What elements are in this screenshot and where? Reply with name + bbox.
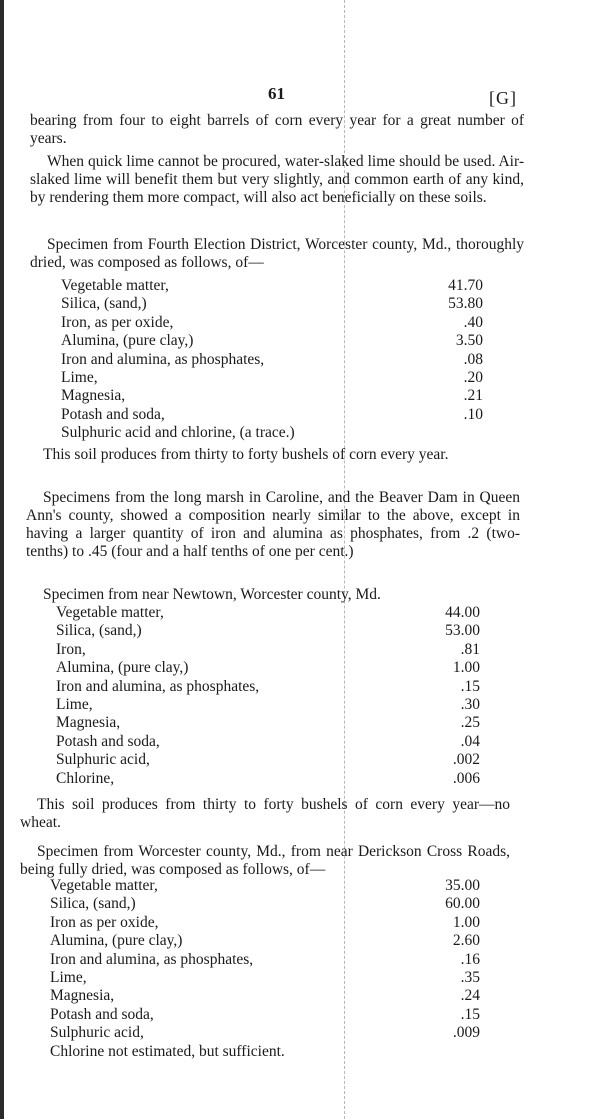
page-number: 61 <box>268 84 285 103</box>
table-row: Magnesia, .24 <box>50 987 480 1005</box>
table-row: Alumina, (pure clay,) 2.60 <box>50 932 480 950</box>
table-row: Sulphuric acid and chlorine, (a trace.) <box>61 424 295 442</box>
table-row: Lime, .30 <box>56 695 480 713</box>
table-row: Iron as per oxide, 1.00 <box>50 913 480 931</box>
table-row: Sulphuric acid, .002 <box>56 751 480 769</box>
table-row: Vegetable matter, 35.00 <box>50 877 480 894</box>
table-row: Potash and soda, .04 <box>56 732 480 750</box>
table-row: Potash and soda, .15 <box>50 1005 480 1023</box>
table-row: Iron and alumina, as phosphates, .16 <box>50 950 480 968</box>
table-row: Magnesia, .21 <box>61 387 483 405</box>
table-row: Chlorine not estimated, but sufficient. <box>50 1042 285 1060</box>
paragraph-derickson-intro: Specimen from Worcester county, Md., from near Derickson Cross Roads, being fully dried, was composed as follows, of— <box>20 843 510 878</box>
table-row: Iron, as per oxide, .40 <box>61 313 483 331</box>
table-row: Chlorine, .006 <box>56 769 480 787</box>
table-row: Vegetable matter, 44.00 <box>56 604 480 621</box>
table-row: Iron and alumina, as phosphates, .15 <box>56 677 480 695</box>
table-row: Sulphuric acid, .009 <box>50 1024 480 1042</box>
table-row: Iron and alumina, as phosphates, .08 <box>61 350 483 368</box>
table-row: Silica, (sand,) 53.00 <box>56 622 480 640</box>
paragraph-newtown-intro: Specimen from near Newtown, Worcester county, Md. <box>43 586 381 603</box>
table-row: Iron, .81 <box>56 640 480 658</box>
paragraph-continuation: bearing from four to eight barrels of corn every year for a great number of years. <box>30 112 524 147</box>
composition-table-derickson <box>50 877 490 1061</box>
signature-mark: [G] <box>489 88 517 108</box>
table-row: Silica, (sand,) 53.80 <box>61 295 483 313</box>
paragraph-yield-2: This soil produces from thirty to forty bushels of corn every year—no wheat. <box>20 796 510 831</box>
paragraph-caroline: Specimens from the long marsh in Caroline, and the Beaver Dam in Queen Ann's county, showed a composition nearly similar to the above, except in having a larger quantity of iron and alumina as phosphates, from .2 (two-tenths) to .45 (four and a half tenths of one per cent.) <box>26 489 520 560</box>
table-row: Lime, .35 <box>50 968 480 986</box>
paragraph-fourth-district-intro: Specimen from Fourth Election District, Worcester county, Md., thoroughly dried, was composed as follows, of— <box>30 236 524 271</box>
paragraph-yield-1: This soil produces from thirty to forty bushels of corn every year. <box>43 446 449 463</box>
table-row: Lime, .20 <box>61 368 483 386</box>
table-row: Silica, (sand,) 60.00 <box>50 895 480 913</box>
page-header <box>0 84 600 108</box>
composition-table-newtown <box>56 604 496 788</box>
table-row: Magnesia, .25 <box>56 714 480 732</box>
table-row: Alumina, (pure clay,) 3.50 <box>61 332 483 350</box>
table-row: Vegetable matter, 41.70 <box>61 277 483 294</box>
table-row: Alumina, (pure clay,) 1.00 <box>56 659 480 677</box>
paragraph-lime: When quick lime cannot be procured, water-slaked lime should be used. Air-slaked lime will benefit them but very slightly, and common earth of any kind, by rendering them more compact, will also act beneficially on these soils. <box>30 153 524 206</box>
table-row: Potash and soda, .10 <box>61 405 483 423</box>
composition-table-fourth-district <box>61 277 501 443</box>
